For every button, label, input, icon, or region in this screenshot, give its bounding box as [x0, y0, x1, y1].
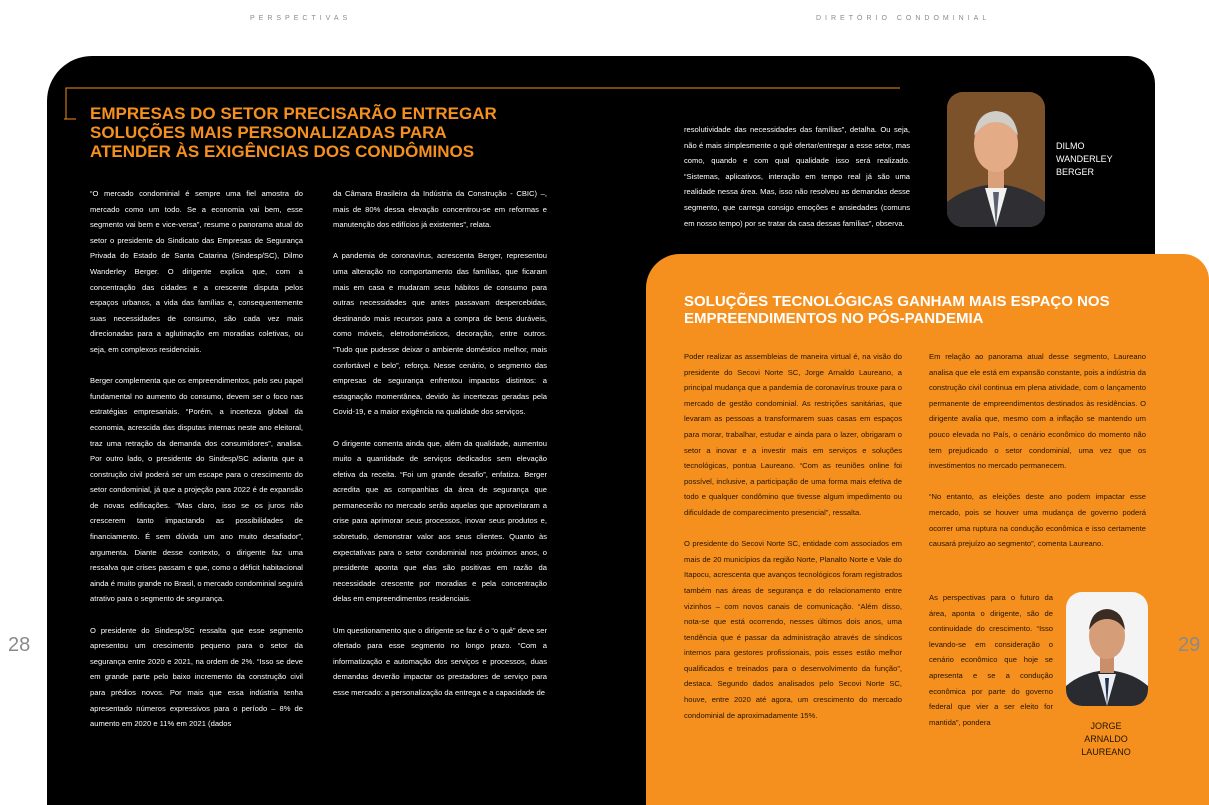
paragraph: resolutividade das necessidades das famílias”, detalha. Ou seja, não é mais simplesmente o quê ofertar/entregar a esse setor, mas como, quando e com qual qualidade isso será realizado. “Sistemas, aplicativos, interação em tempo real já são uma realidade nessa área. Mas, isso não resolveu as demandas desse segmento, que carrega consigo emoções e ansiedades (comuns em nosso tempo) por se tratar da casa dessas famílias”, observa. [684, 125, 910, 228]
paragraph: A pandemia de coronavírus, acrescenta Berger, representou uma alteração no comportamento das famílias, que ficaram mais em casa e mudaram seus hábitos de consumo para outras necessidades que antes passavam despercebidas, destinando mais recursos para a compra de bens duráveis, como móveis, eletrodomésticos, decoração, entre outros. “Tudo que pudesse deixar o ambiente doméstico melhor, mais confortável e belo”, reforça. Nesse cenário, o segmento das empresas de segurança enfrentou impactos distintos: a estagnação momentânea, devido às incertezas geradas pela Covid-19, e a maior exigência na qualidade dos serviços. [333, 251, 547, 417]
article-1-column-1 [90, 186, 303, 732]
paragraph: “No entanto, as eleições deste ano podem impactar esse mercado, pois se houver uma mudança de governo poderá ocorrer uma ruptura na condução econômica e isso certamente causará prejuízo ao segmento”, comenta Laureano. [929, 492, 1146, 549]
paragraph: O dirigente comenta ainda que, além da qualidade, aumentou muito a quantidade de serviços dedicados sem elevação efetiva da receita. “Foi um grande desafio”, enfatiza. Berger acredita que as companhias da área de segurança que permanecerão no mercado serão aquelas que aproveitaram a crise para aprimorar seus processos, inovar seus produtos e, sobretudo, demonstrar valor aos seus clientes. Quanto às expectativas para o setor condominial nos próximos anos, o presidente aponta que elas são positivas em razão da necessidade crescente por moradias e pela concentração delas em empreendimentos residenciais. [333, 438, 547, 604]
paragraph: Poder realizar as assembleias de maneira virtual é, na visão do presidente do Secovi Norte SC, Jorge Arnaldo Laureano, a principal mudança que a pandemia de coronavírus trouxe para o mercado de gestão condominial. As restrições sanitárias, que levaram as pessoas a transformarem suas casas em espaços para morar, trabalhar, estudar e ainda para o lazer, obrigaram o setor a inovar e a investir mais em serviços e soluções tecnológicas, pontua Laureano. “Com as reuniões online foi possível, inclusive, a participação de uma forma mais efetiva de todo e qualquer condômino que tivesse algum impedimento ou dificuldade de comparecimento presencial”, ressalta. [684, 352, 902, 517]
paragraph: O presidente do Sindesp/SC ressalta que esse segmento apresentou um crescimento pequeno para o setor da segurança entre 2020 e 2021, na ordem de 2%. “Isso se deve em grande parte pelo baixo incremento da construção civil para prédios novos. Por mais que essa indústria tenha apresentado números expressivos para o período – 8% de aumento em 2020 e 11% em 2021 (dados [90, 625, 303, 729]
paragraph: da Câmara Brasileira da Indústria da Construção - CBIC) –, mais de 80% dessa elevação concentrou-se em reformas e manutenção dos edifícios já existentes”, relata. [333, 189, 547, 230]
article-2-column-2-wrap: As perspectivas para o futuro da área, aponta o dirigente, são de continuidade do crescimento. “Isso levando-se em consideração o cenário econômico que hoje se apresenta e se a condução econômica por parte do governo federal que vier a ser eleito for mantida”, pondera [929, 593, 1053, 727]
paragraph: “O mercado condominial é sempre uma fiel amostra do mercado como um todo. Se a economia vai bem, esse segmento vai bem e vice-versa”, resume o panorama atual do setor o presidente do Sindicato das Empresas de Segurança Privada do Estado de Santa Catarina (Sindesp/SC), Dilmo Wanderley Berger. O dirigente explica que, com a concentração das cidades e a crescente disputa pelos espaços urbanos, a vida das famílias e, consequentemente suas necessidades de consumo, são cada vez mais direcionadas para a aglutinação em moradias coletivas, ou seja, em complexos residenciais. [90, 189, 303, 354]
paragraph: Um questionamento que o dirigente se faz é o “o quê” deve ser ofertado para esse segmento no longo prazo. “Com a informatização e automação dos serviços e processos, duas demandas deverão impactar os prestadores de serviço para esse mercado: a personalização da entrega e a capacidade de [333, 625, 547, 697]
photo-caption-laureano: JORGE ARNALDO LAUREANO [1081, 721, 1131, 757]
portrait-dilmo-berger [947, 92, 1045, 227]
photo-caption-berger: DILMO WANDERLEY BERGER [1056, 141, 1113, 177]
running-header-left: PERSPECTIVAS [250, 15, 352, 22]
article-2-column-2 [929, 349, 1146, 552]
page-number-left: 28 [8, 634, 31, 656]
article-1-column-3 [684, 122, 910, 231]
paragraph: Em relação ao panorama atual desse segmento, Laureano analisa que ele está em expansão constante, pois a indústria da construção civil continua em plena atividade, com o lançamento permanente de empreendimentos destinados às residências. O dirigente avalia que, mesmo com a inflação se mantendo um pouco elevada no País, o cenário econômico do momento não tem prejudicado o setor condominial, uma vez que os investimentos no mercado permanecem. [929, 352, 1146, 471]
article-2-title: SOLUÇÕES TECNOLÓGICAS GANHAM MAIS ESPAÇO NOS EMPREENDIMENTOS NO PÓS-PANDEMIA [684, 293, 1110, 327]
article-2-column-1 [684, 349, 902, 723]
paragraph: Berger complementa que os empreendimentos, pelo seu papel fundamental no aumento do consumo, devem ser o foco nas estratégias empresariais. “Porém, a incerteza global da economia, acrescida das disputas internas neste ano eleitoral, traz uma retração da demanda dos consumidores”, analisa. Por outro lado, o presidente do Sindesp/SC adianta que a construção civil poderá ser um escape para o crescimento do setor condominial, já que a projeção para 2022 é de expansão de novas edificações. “Mas claro, isso se os juros não crescerem tanto impactando as possibilidades de financiamento. É sem dúvida um ano muito desafiador”, argumenta. Diante desse contexto, o dirigente faz uma ressalva que crises passam e que, como o déficit habitacional ainda é muito grande no Brasil, o mercado condominial seguirá atrativo para o segmento de segurança. [90, 376, 303, 604]
portrait-jorge-laureano [1066, 592, 1148, 706]
article-1-column-2 [333, 186, 547, 701]
page-number-right: 29 [1178, 634, 1201, 656]
paragraph: O presidente do Secovi Norte SC, entidade com associados em mais de 20 municípios da região Norte, Planalto Norte e Vale do Itapocu, acrescenta que avanços tecnológicos foram registrados também nas áreas de segurança e do relacionamento entre vizinhos – com novos canais de comunicação. “Além disso, nota-se que está ocorrendo, nesses últimos dois anos, uma tendência que é passar da administração através de síndicos internos para gestores profissionais, pois esses estão melhor qualificados e treinados para o desenvolvimento da função”, destaca. Segundo dados analisados pelo Secovi Norte SC, houve, entre 2020 até agora, um crescimento do mercado condominial de aproximadamente 15%. [684, 539, 902, 720]
running-header-right: DIRETÓRIO CONDOMINIAL [816, 15, 991, 22]
article-1-title: EMPRESAS DO SETOR PRECISARÃO ENTREGAR SOLUÇÕES MAIS PERSONALIZADAS PARA ATENDER ÀS EXIGÊNCIAS DOS CONDÔMINOS [90, 104, 497, 161]
